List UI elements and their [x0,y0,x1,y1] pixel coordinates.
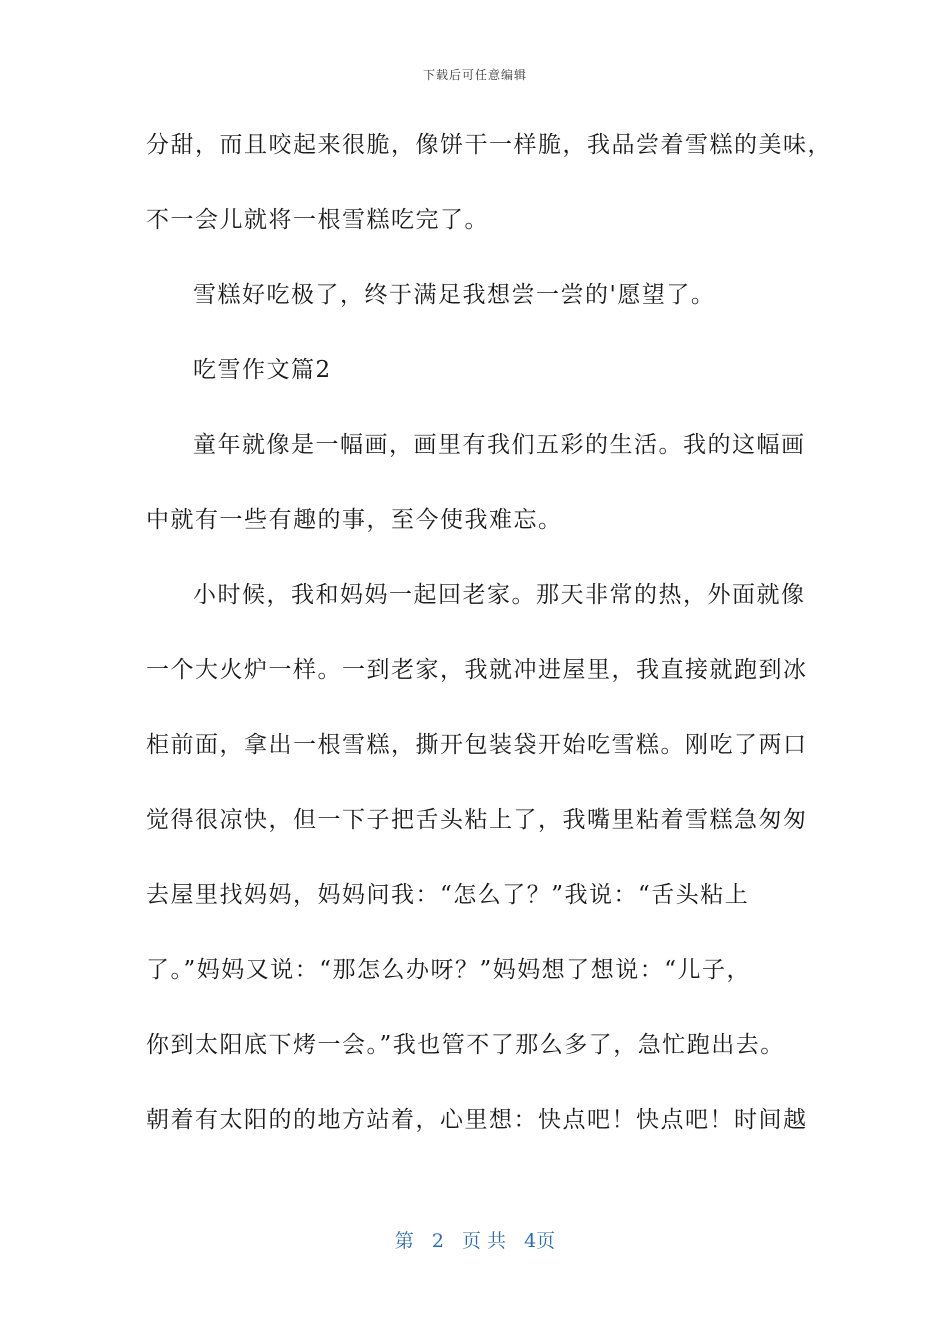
page-label-mid: 页 共 [462,1230,507,1252]
body-line-14: 朝着有太阳的的地方站着，心里想：快点吧！快点吧！时间越 [146,1107,808,1133]
page-number-footer [0,1226,950,1253]
body-line-2: 不一会儿就将一根雪糕吃完了。 [146,207,489,233]
page-label-prefix: 第 [394,1230,414,1252]
body-line-13: 你到太阳底下烤一会。”我也管不了那么多了，急忙跑出去。 [146,1032,785,1058]
total-pages: 4页 [524,1230,556,1252]
document-body [146,128,832,1178]
body-line-7: 小时候，我和妈妈一起回老家。那天非常的热，外面就像 [193,582,806,608]
body-line-12: 了。”妈妈又说：“那怎么办呀？”妈妈想了想说：“儿子， [146,957,752,983]
body-line-5: 童年就像是一幅画，画里有我们五彩的生活。我的这幅画 [193,432,806,458]
current-page-number: 2 [431,1230,444,1252]
body-line-1: 分甜，而且咬起来很脆，像饼干一样脆，我品尝着雪糕的美味， [146,132,832,158]
body-line-10: 觉得很凉快，但一下子把舌头粘上了，我嘴里粘着雪糕急匆匆 [146,807,808,833]
page-header-note: 下载后可任意编辑 [422,68,527,82]
body-line-8: 一个大火炉一样。一到老家，我就冲进屋里，我直接就跑到冰 [146,657,808,683]
body-line-9: 柜前面，拿出一根雪糕，撕开包装袋开始吃雪糕。刚吃了两口 [146,732,808,758]
section-heading: 吃雪作文篇2 [193,357,332,383]
body-line-3: 雪糕好吃极了，终于满足我想尝一尝的'愿望了。 [193,282,716,308]
body-line-11: 去屋里找妈妈，妈妈问我：“怎么了？”我说：“舌头粘上 [146,882,750,908]
body-line-6: 中就有一些有趣的事，至今使我难忘。 [146,507,563,533]
